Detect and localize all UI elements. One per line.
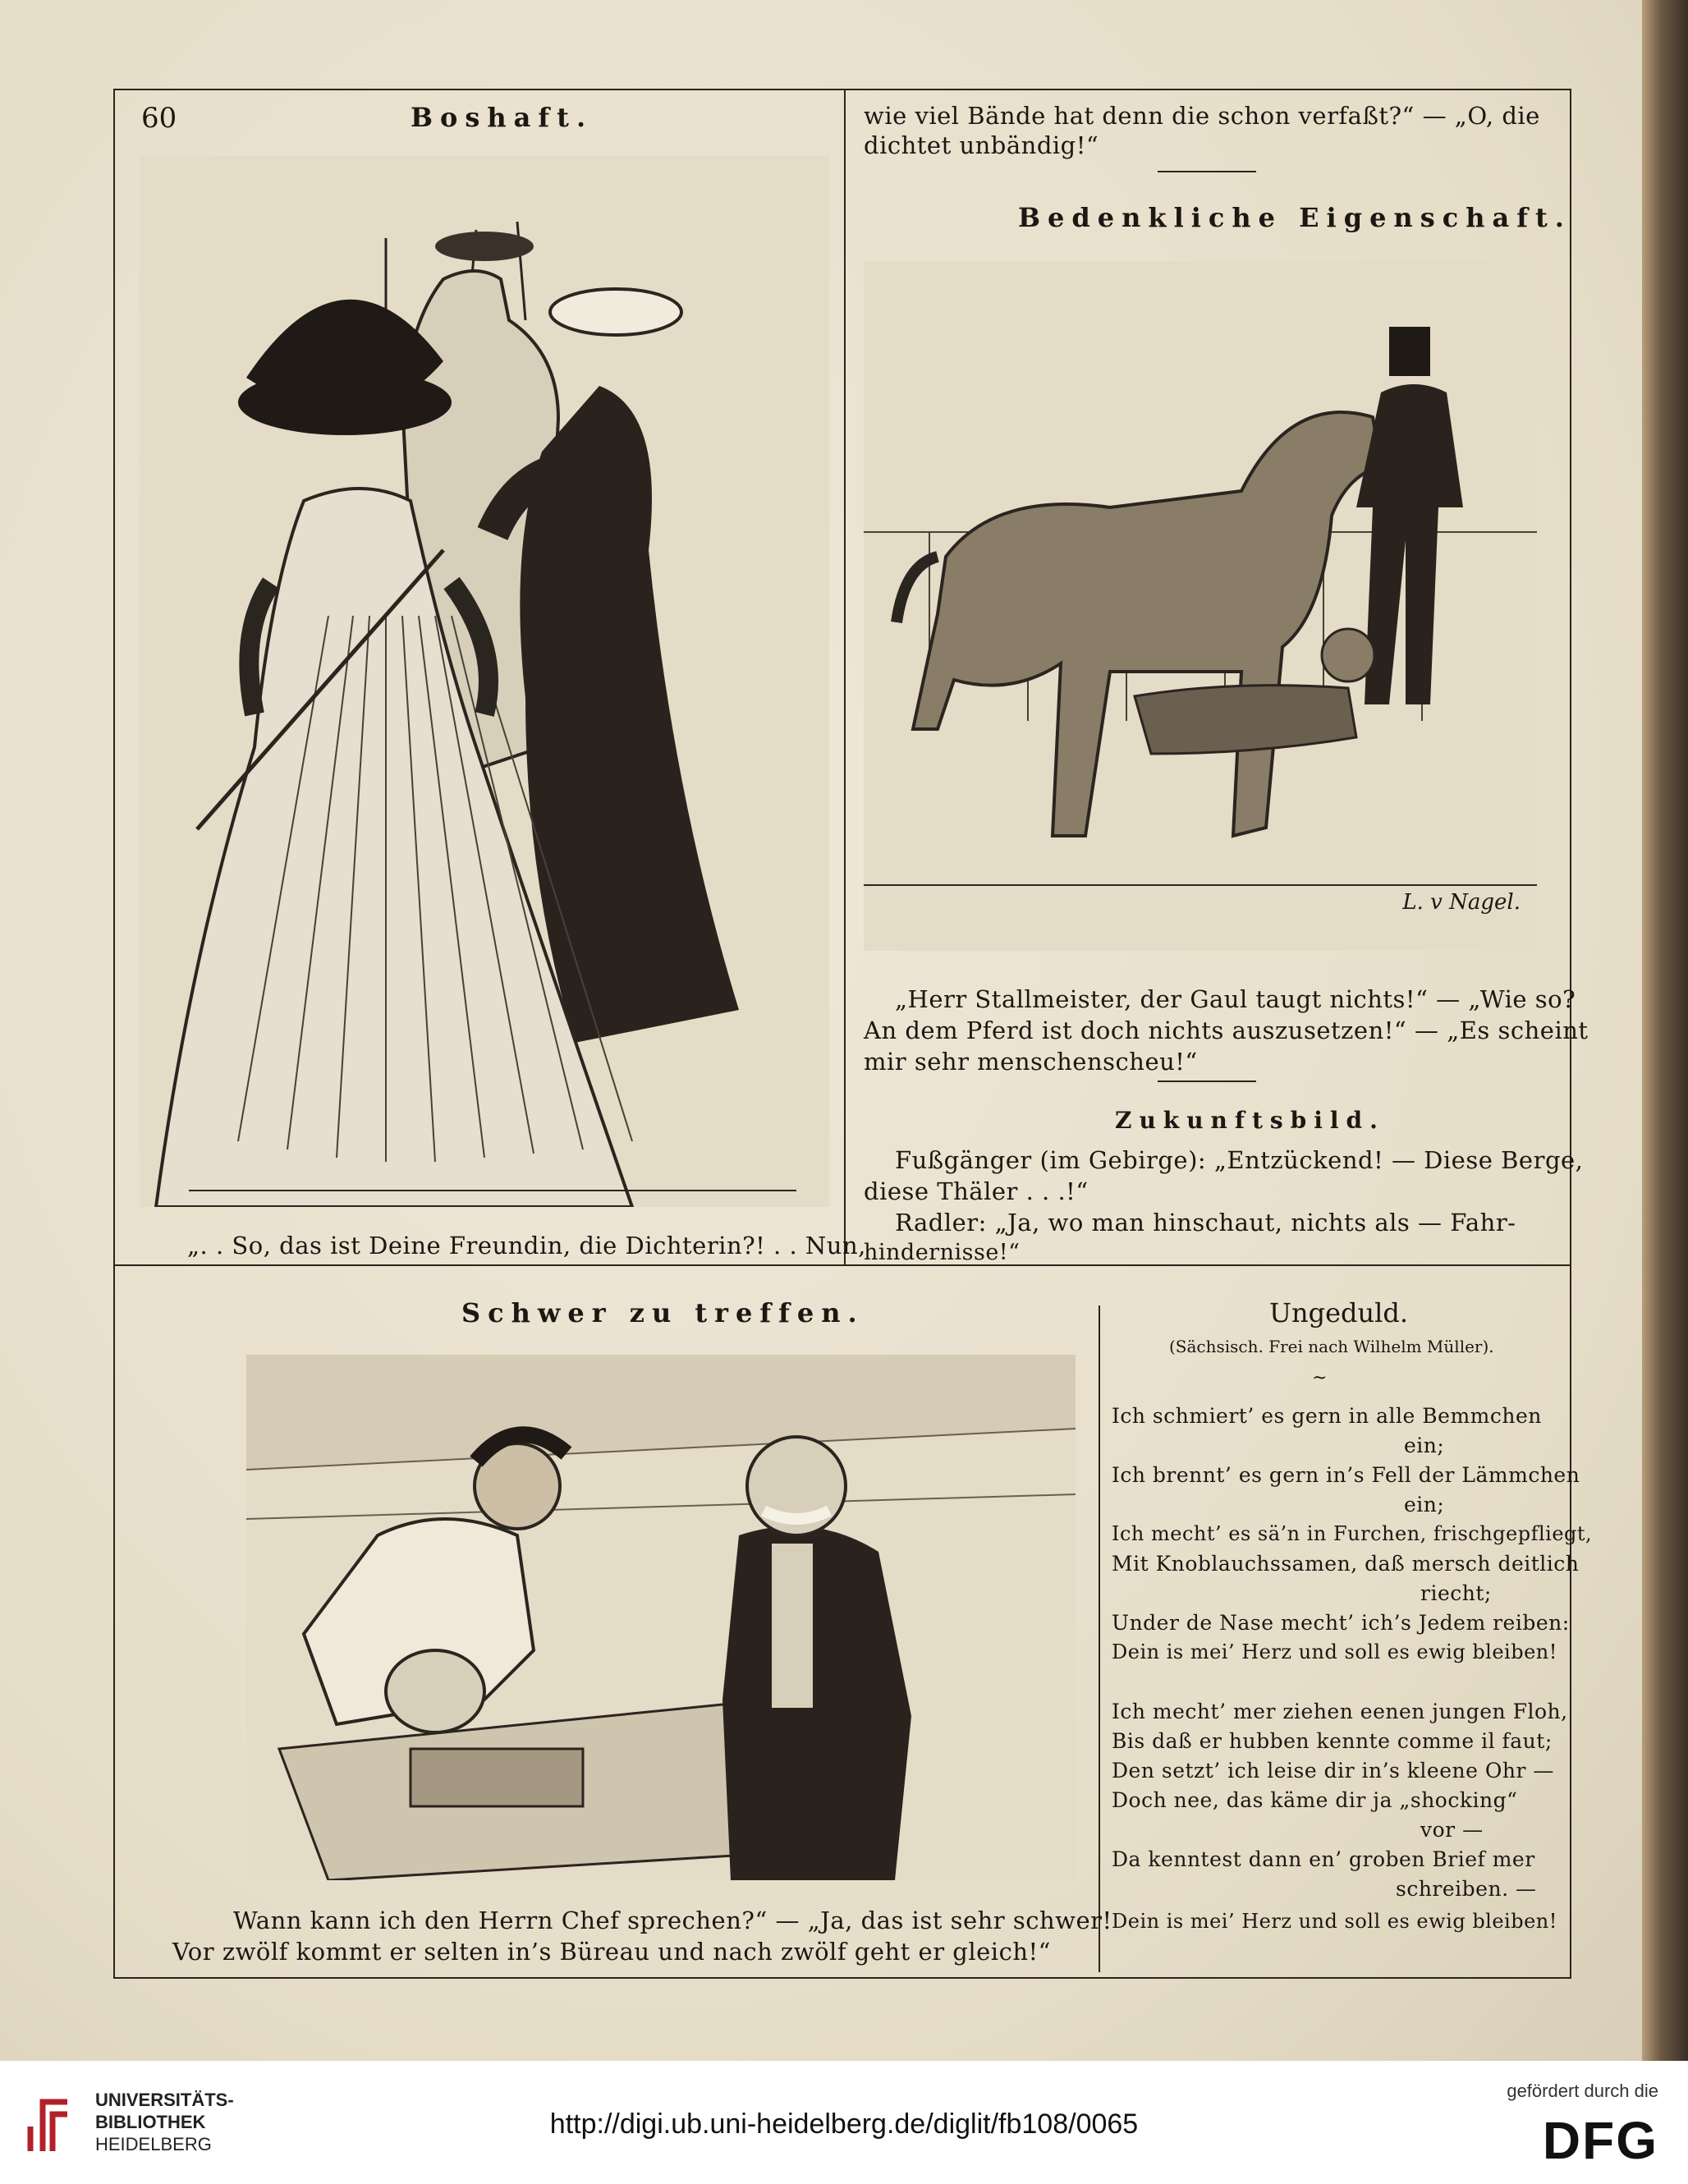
poem-subtitle: (Sächsisch. Frei nach Wilhelm Müller). [1169, 1337, 1494, 1356]
schwer-caption-2: Vor zwölf kommt er selten in’s Büreau und nach zwölf geht er gleich!“ [172, 1938, 1051, 1966]
illustration-women-walking [140, 156, 829, 1207]
illustration-office-scene [246, 1355, 1076, 1880]
boshaft-title: Boshaft. [411, 102, 594, 133]
poem-line: Den setzt’ ich leise dir in’s kleene Ohr — [1112, 1759, 1554, 1783]
page-number: 60 [141, 102, 177, 135]
schwer-caption-1: Wann kann ich den Herrn Chef sprechen?“ — „Ja, das ist sehr schwer! [233, 1906, 1112, 1934]
poem-line: Dein is mei’ Herz und soll es ewig bleiben! [1112, 1640, 1557, 1663]
funded-by-label: gefördert durch die [1507, 2081, 1658, 2101]
illustration-horse-stable [864, 261, 1537, 951]
permalink-url[interactable]: http://digi.ub.uni-heidelberg.de/diglit/fb108/0065 [549, 2108, 1139, 2140]
poem-line: Mit Knoblauchssamen, daß mersch deitlich [1112, 1552, 1580, 1576]
zukunftsbild-line-3: Radler: „Ja, wo man hinschaut, nichts als — Fahr- [895, 1209, 1516, 1237]
library-name-line: HEIDELBERG [95, 2134, 212, 2154]
column-divider-top [844, 90, 846, 1264]
poem-line: Ich brennt’ es gern in’s Fell der Lämmchen [1112, 1463, 1580, 1487]
divider-short [1158, 1081, 1256, 1082]
divider-short [1158, 171, 1256, 172]
boshaft-caption: „. . So, das ist Deine Freundin, die Dichterin?! . . Nun, [187, 1232, 866, 1259]
poem-line: riecht; [1420, 1581, 1492, 1605]
poem-ornament: ~ [1312, 1368, 1328, 1388]
poem-line: Ich mecht’ es sä’n in Furchen, frischgepfliegt, [1112, 1522, 1593, 1545]
library-name-line: UNIVERSITÄTS- [95, 2090, 234, 2110]
bedenkliche-title: Bedenkliche Eigenschaft. [1018, 202, 1571, 233]
poem-line: ein; [1404, 1434, 1445, 1457]
boshaft-caption-cont-1: wie viel Bände hat denn die schon verfaßt?“ — „O, die [864, 102, 1540, 130]
poem-line: schreiben. — [1396, 1877, 1537, 1901]
poem-line: Ich mecht’ mer ziehen eenen jungen Floh, [1112, 1700, 1568, 1723]
poem-line: Dein is mei’ Herz und soll es ewig bleiben! [1112, 1910, 1557, 1933]
poem-line: Da kenntest dann en’ groben Brief mer [1112, 1847, 1535, 1871]
schwer-title: Schwer zu treffen. [461, 1297, 865, 1328]
library-name-line: BIBLIOTHEK [95, 2112, 206, 2132]
zukunftsbild-line-1: Fußgänger (im Gebirge): „Entzückend! — Diese Berge, [895, 1146, 1584, 1174]
poem-line: vor — [1420, 1818, 1484, 1842]
zukunftsbild-line-4: hindernisse!“ [864, 1240, 1021, 1265]
column-divider-bottom [1099, 1305, 1100, 1972]
zukunftsbild-title: Zukunftsbild. [1115, 1107, 1385, 1134]
bedenkliche-caption-1: „Herr Stallmeister, der Gaul taugt nichts!“ — „Wie so? [895, 985, 1576, 1013]
zukunftsbild-line-2: diese Thäler . . .!“ [864, 1177, 1089, 1205]
poem-title: Ungeduld. [1269, 1297, 1408, 1328]
poem-line: Doch nee, das käme dir ja „shocking“ [1112, 1788, 1518, 1812]
bedenkliche-caption-2: An dem Pferd ist doch nichts auszusetzen!“ — „Es scheint [864, 1016, 1589, 1044]
poem-line: Under de Nase mecht’ ich’s Jedem reiben: [1112, 1611, 1570, 1635]
poem-line: Bis daß er hubben kennte comme il faut; [1112, 1729, 1553, 1753]
dfg-logo: DFG [1542, 2111, 1658, 2170]
book-spine [1642, 0, 1688, 2061]
horizontal-divider [115, 1264, 1570, 1266]
artist-signature: L. v Nagel. [1402, 890, 1521, 915]
boshaft-caption-cont-2: dichtet unbändig!“ [864, 131, 1099, 159]
poem-line: Ich schmiert’ es gern in alle Bemmchen [1112, 1404, 1542, 1428]
bedenkliche-caption-3: mir sehr menschenscheu!“ [864, 1048, 1198, 1076]
viewer-footer [0, 2061, 1688, 2184]
poem-line: ein; [1404, 1493, 1445, 1516]
